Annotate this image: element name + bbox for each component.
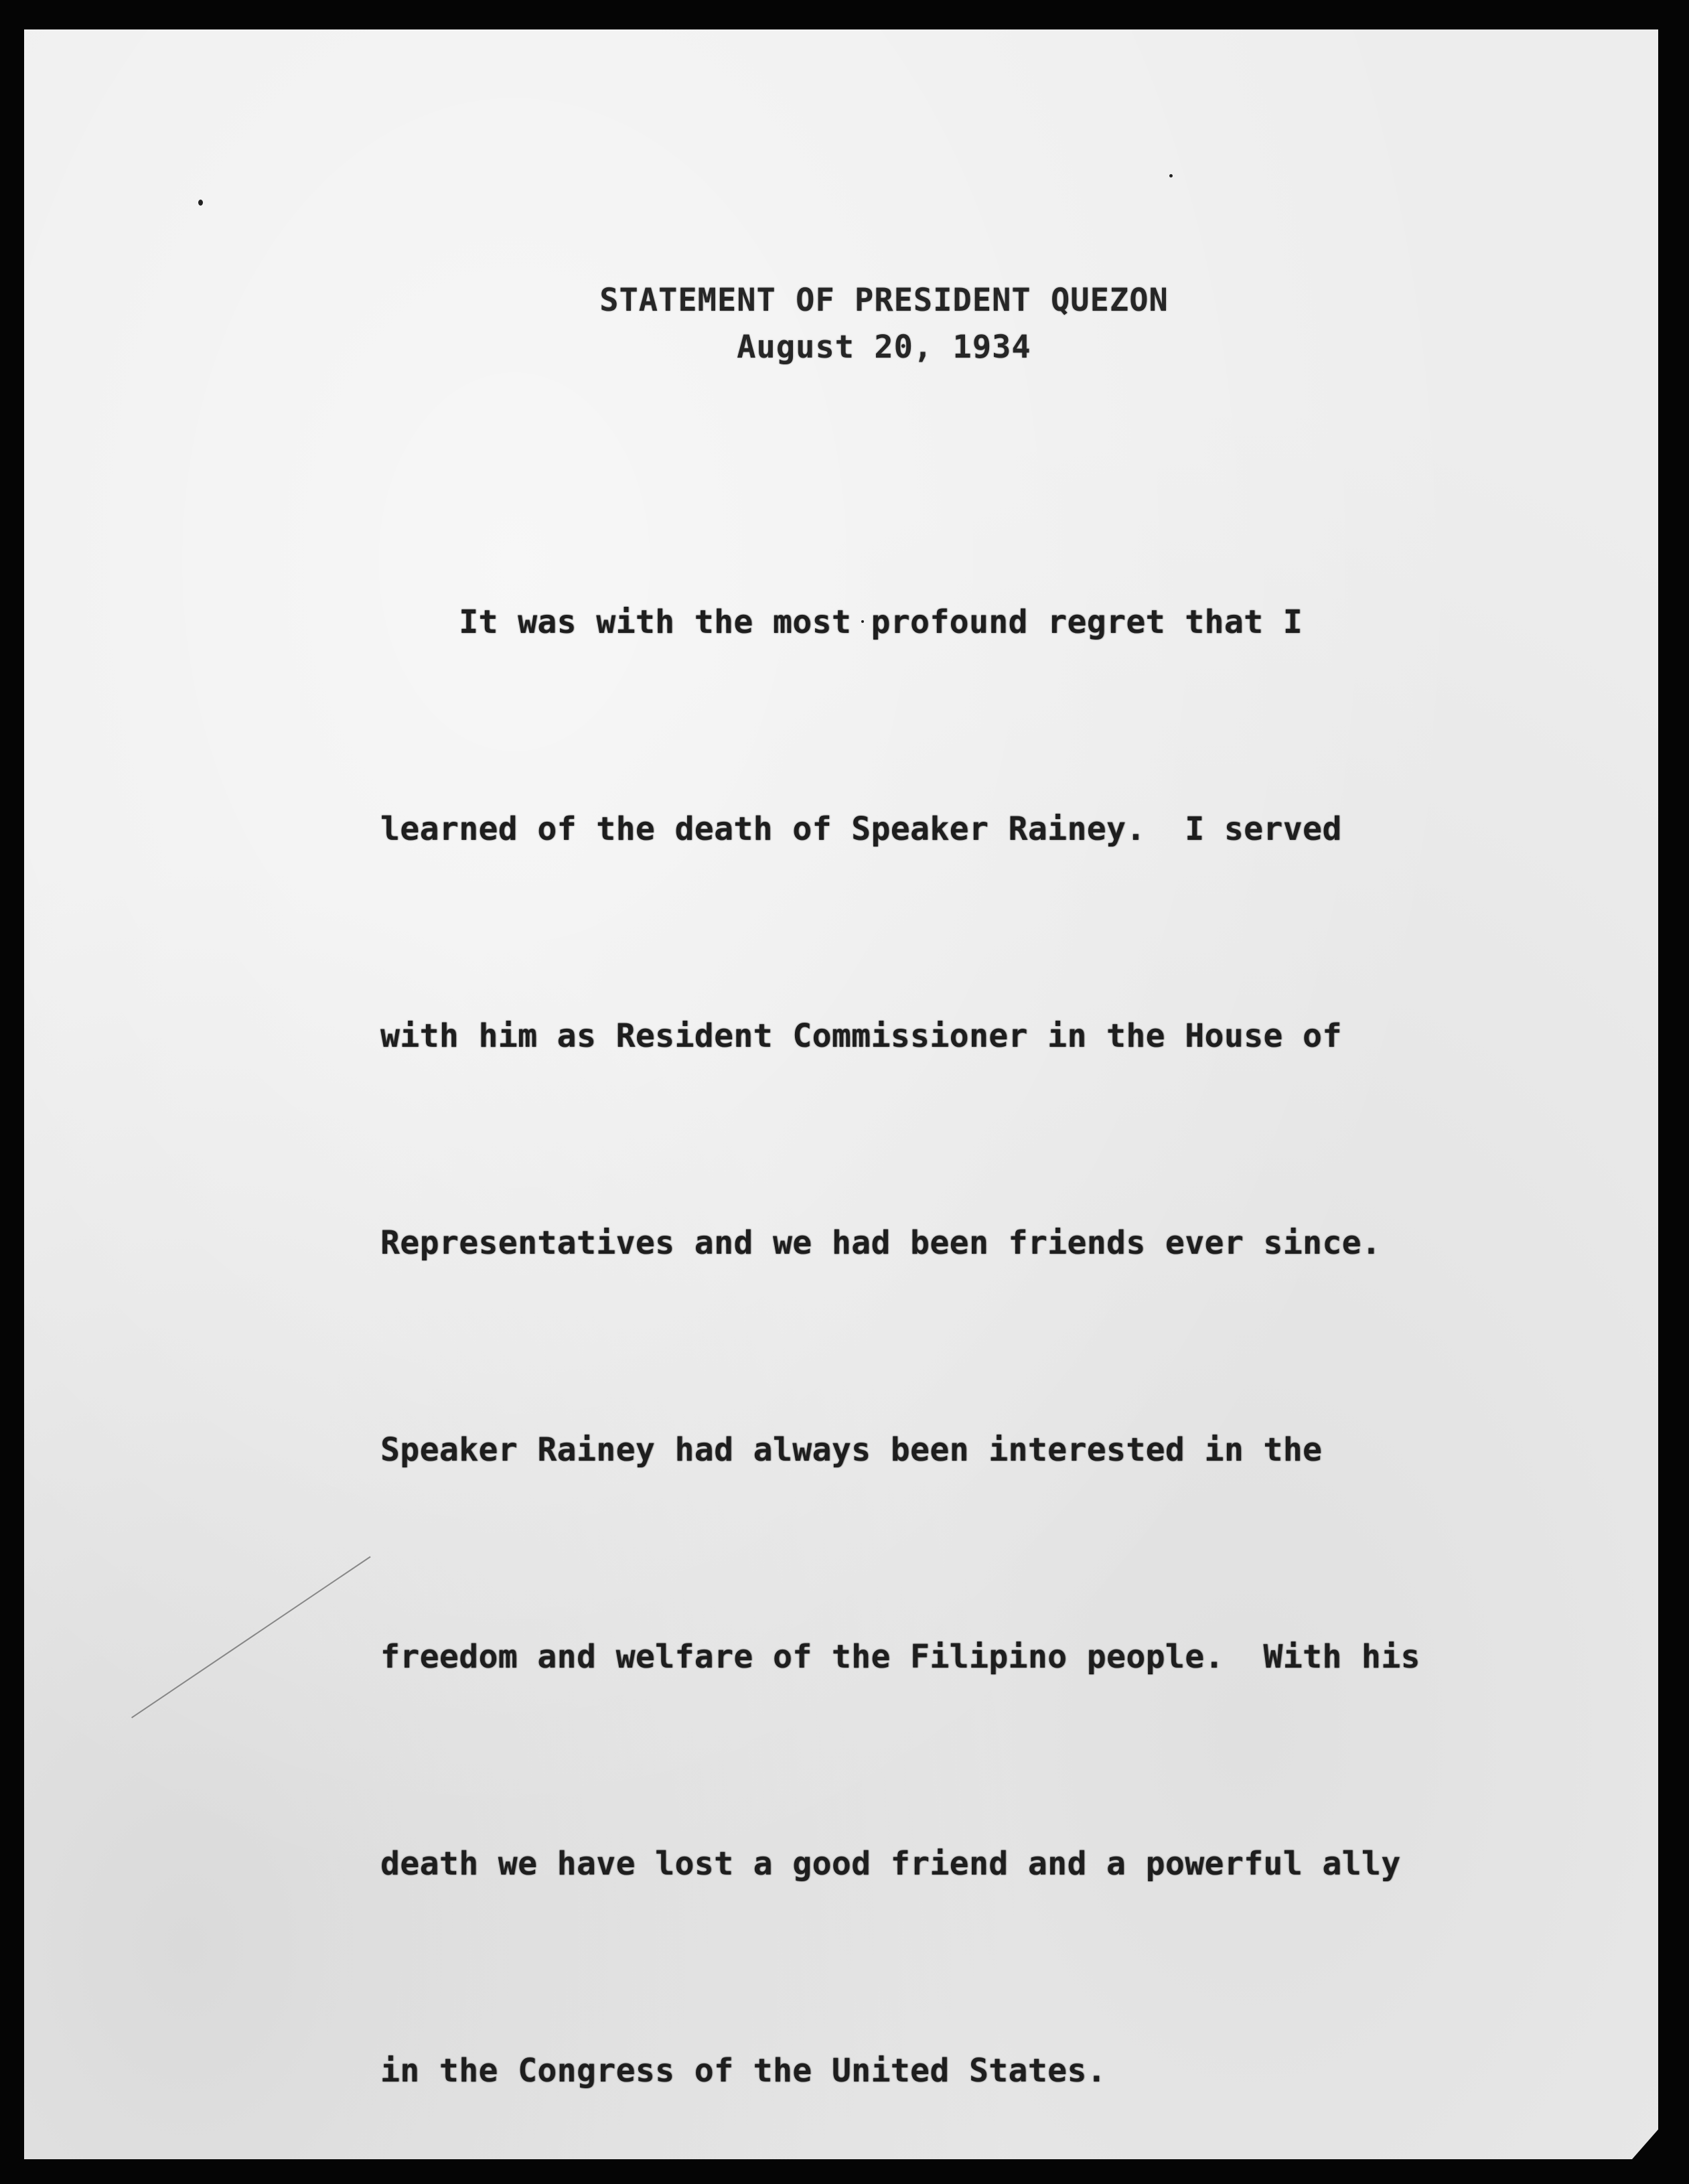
paragraph-line: with him as Resident Commissioner in the House of — [380, 1017, 1342, 1055]
paragraph-line: It was with the most profound regret that I — [380, 603, 1303, 641]
paragraph-line: Representatives and we had been friends ever since. — [380, 1224, 1382, 1262]
ink-speck — [1169, 174, 1173, 177]
document-title: STATEMENT OF PRESIDENT QUEZON — [599, 282, 1169, 319]
ink-speck — [198, 200, 203, 206]
paragraph-line: freedom and welfare of the Filipino people. With his — [380, 1638, 1420, 1676]
paragraph-line: Speaker Rainey had always been interested in the — [380, 1431, 1323, 1469]
paragraph-line: learned of the death of Speaker Rainey. I served — [380, 810, 1342, 848]
statement-paragraph — [380, 450, 1420, 2184]
paragraph-line: death we have lost a good friend and a powerful ally — [380, 1845, 1401, 1883]
paper-scratch — [131, 1556, 371, 1719]
document-date: August 20, 1934 — [737, 329, 1031, 366]
paragraph-line: in the Congress of the United States. — [380, 2052, 1107, 2090]
